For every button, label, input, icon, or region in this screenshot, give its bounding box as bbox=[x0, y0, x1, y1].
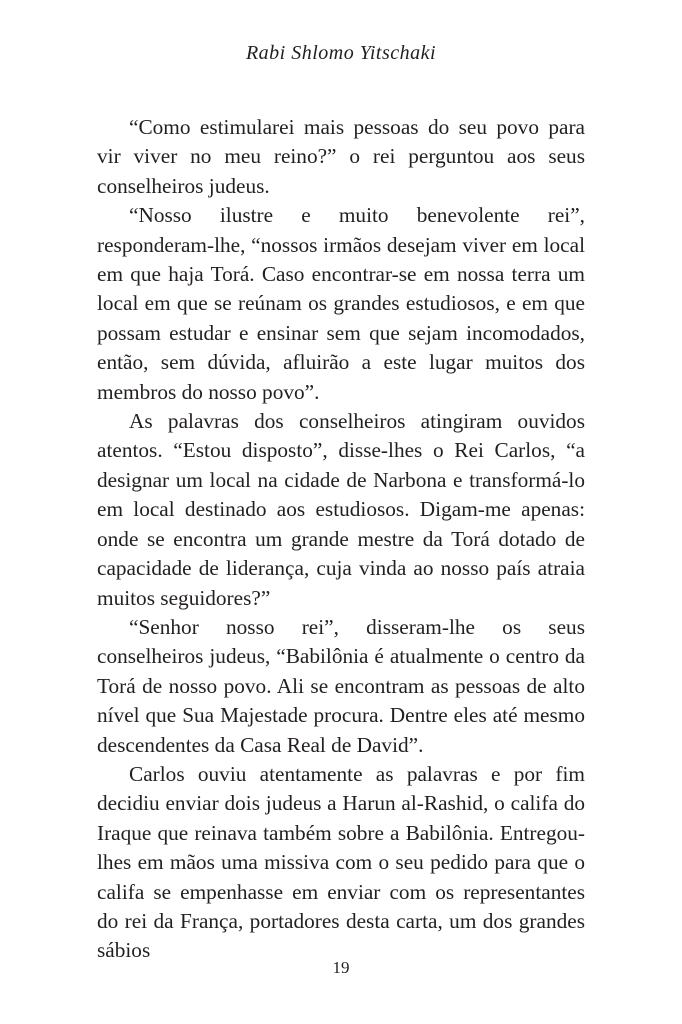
page-number: 19 bbox=[332, 958, 350, 977]
running-header: Rabi Shlomo Yitschaki bbox=[245, 42, 437, 64]
page-body bbox=[97, 113, 585, 966]
paragraph: Carlos ouviu atentamente as palavras e por fim decidiu enviar dois judeus a Harun al-Rashid, o califa do Iraque que reinava também sobre a Babilônia. Entregou-lhes em mãos uma missiva com o seu pedido para que o califa se empenhasse em enviar com os representantes do rei da França, portadores desta carta, um dos grandes sábios bbox=[97, 761, 585, 963]
paragraph: “Como estimularei mais pessoas do seu povo para vir viver no meu reino?” o rei perguntou aos seus conselheiros judeus. bbox=[97, 115, 585, 198]
paragraph: “Senhor nosso rei”, disseram-lhe os seus conselheiros judeus, “Babilônia é atualmente o centro da Torá de nosso povo. Ali se encontram as pessoas de alto nível que Sua Majestade procura. Dentre eles até mesmo descendentes da Casa Real de David”. bbox=[97, 614, 585, 757]
paragraph: As palavras dos conselheiros atingiram ouvidos atentos. “Estou disposto”, disse-lhes o Rei Carlos, “a designar um local na cidade de Narbona e transformá-lo em local destinado aos estudiosos. Digam-me apenas: onde se encontra um grande mestre da Torá dotado de capacidade de liderança, cuja vinda ao nosso país atraia muitos seguidores?” bbox=[97, 409, 585, 610]
paragraph: “Nosso ilustre e muito benevolente rei”, responderam-lhe, “nossos irmãos desejam viver em local em que haja Torá. Caso encontrar-se em nossa terra um local em que se reúnam os grandes estudiosos, e em que possam estudar e ensinar sem que sejam incomodados, então, sem dúvida, afluirão a este lugar muitos dos membros do nosso povo”. bbox=[97, 203, 585, 404]
